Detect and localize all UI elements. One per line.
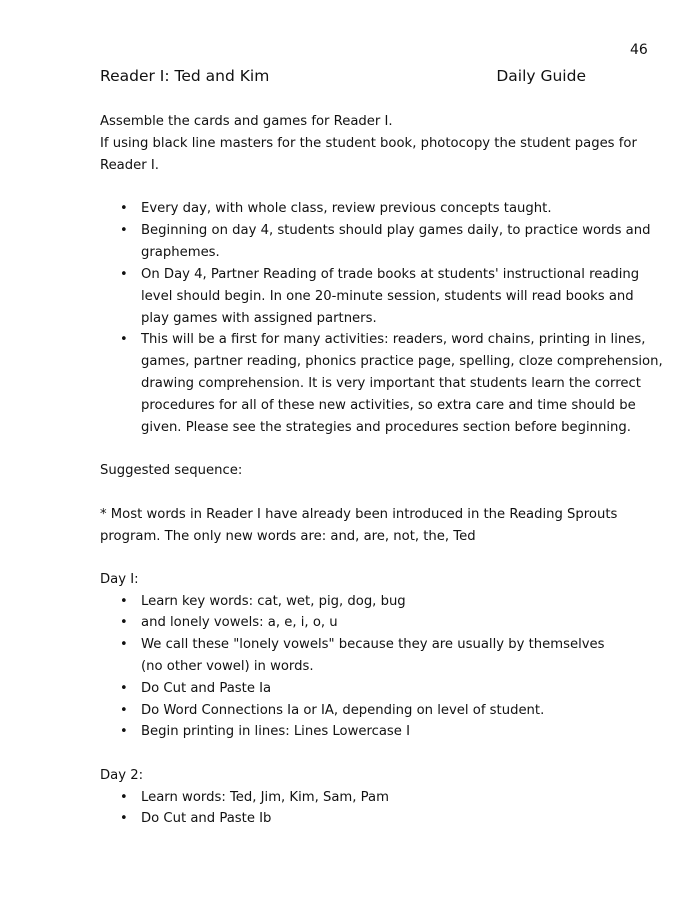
list-item: Do Cut and Paste Ib bbox=[141, 811, 272, 826]
list-item-continuation: procedures for all of these new activities, so extra care and time should be bbox=[141, 398, 636, 413]
list-item: Do Cut and Paste Ia bbox=[141, 681, 272, 696]
list-item-continuation: drawing comprehension. It is very important that students learn the correct bbox=[141, 376, 641, 391]
list-item: and lonely vowels: a, e, i, o, u bbox=[141, 615, 338, 630]
bullet-icon: • bbox=[120, 594, 128, 609]
bullet-icon: • bbox=[120, 703, 128, 718]
list-item: This will be a first for many activities: readers, word chains, printing in lines, bbox=[141, 332, 646, 347]
list-item: On Day 4, Partner Reading of trade books at students' instructional reading bbox=[141, 267, 640, 282]
document-title: Reader I: Ted and Kim bbox=[100, 67, 270, 85]
note-line: program. The only new words are: and, are, not, the, Ted bbox=[100, 529, 476, 544]
bullet-icon: • bbox=[120, 811, 128, 826]
day-heading: Day 2: bbox=[100, 768, 144, 783]
list-item: Do Word Connections Ia or IA, depending on level of student. bbox=[141, 703, 545, 718]
list-item-continuation: graphemes. bbox=[141, 245, 220, 260]
list-item-continuation: play games with assigned partners. bbox=[141, 311, 377, 326]
list-item-continuation: level should begin. In one 20-minute session, students will read books and bbox=[141, 289, 634, 304]
section-heading: Suggested sequence: bbox=[100, 463, 243, 478]
list-item-continuation: games, partner reading, phonics practice page, spelling, cloze comprehension, bbox=[141, 354, 663, 369]
bullet-icon: • bbox=[120, 201, 128, 216]
section-label: Daily Guide bbox=[496, 67, 586, 85]
bullet-icon: • bbox=[120, 267, 128, 282]
page-number: 46 bbox=[630, 42, 648, 58]
intro-line: If using black line masters for the student book, photocopy the student pages for bbox=[100, 136, 637, 151]
intro-line: Assemble the cards and games for Reader I. bbox=[100, 114, 393, 129]
bullet-icon: • bbox=[120, 681, 128, 696]
intro-line: Reader I. bbox=[100, 158, 159, 173]
list-item: Begin printing in lines: Lines Lowercase I bbox=[141, 724, 410, 739]
list-item: Learn words: Ted, Jim, Kim, Sam, Pam bbox=[141, 790, 389, 805]
list-item: Learn key words: cat, wet, pig, dog, bug bbox=[141, 594, 406, 609]
list-item: We call these "lonely vowels" because they are usually by themselves bbox=[141, 637, 605, 652]
bullet-icon: • bbox=[120, 223, 128, 238]
list-item: Every day, with whole class, review previous concepts taught. bbox=[141, 201, 552, 216]
list-item-continuation: (no other vowel) in words. bbox=[141, 659, 314, 674]
note-line: * Most words in Reader I have already been introduced in the Reading Sprouts bbox=[100, 507, 618, 522]
bullet-icon: • bbox=[120, 790, 128, 805]
day-heading: Day I: bbox=[100, 572, 139, 587]
bullet-icon: • bbox=[120, 615, 128, 630]
bullet-icon: • bbox=[120, 724, 128, 739]
bullet-icon: • bbox=[120, 332, 128, 347]
bullet-icon: • bbox=[120, 637, 128, 652]
list-item: Beginning on day 4, students should play games daily, to practice words and bbox=[141, 223, 651, 238]
list-item-continuation: given. Please see the strategies and procedures section before beginning. bbox=[141, 420, 631, 435]
